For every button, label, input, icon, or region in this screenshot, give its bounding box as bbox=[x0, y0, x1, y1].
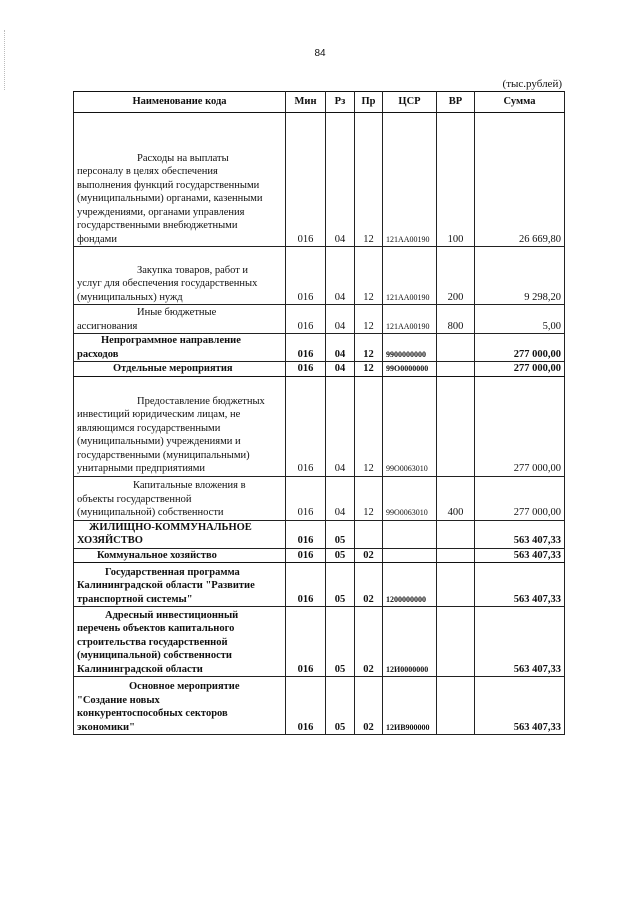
cell-vr: 100 bbox=[437, 113, 475, 247]
cell-vr bbox=[437, 362, 475, 377]
cell-min: 016 bbox=[286, 563, 326, 607]
name-line: выполнения функций государственными bbox=[77, 179, 260, 191]
name-line: транспортной системы" bbox=[77, 593, 193, 605]
header-name: Наименование кода bbox=[74, 92, 286, 113]
name-line: Калининградской области "Развитие bbox=[77, 580, 255, 591]
page-number: 84 bbox=[314, 48, 326, 59]
cell-pr: 12 bbox=[355, 362, 383, 377]
name-line: персоналу в целях обеспечения bbox=[77, 166, 218, 177]
header-sum: Сумма bbox=[475, 92, 565, 113]
name-line: (муниципальных) нужд bbox=[77, 291, 183, 303]
name-line: экономики" bbox=[77, 721, 135, 733]
row-name bbox=[74, 563, 286, 607]
name-line: государственными (муниципальными) bbox=[77, 449, 250, 461]
name-line: (муниципальной) собственности bbox=[77, 650, 232, 661]
cell-vr: 800 bbox=[437, 305, 475, 334]
row-name bbox=[74, 520, 286, 548]
cell-vr bbox=[437, 548, 475, 563]
table-row bbox=[74, 305, 565, 334]
name-line: Основное мероприятие bbox=[129, 681, 240, 692]
cell-rz: 04 bbox=[326, 376, 355, 476]
table-row bbox=[74, 376, 565, 476]
row-name bbox=[74, 362, 286, 377]
cell-pr: 12 bbox=[355, 476, 383, 520]
cell-sum: 563 407,33 bbox=[475, 548, 565, 563]
table-row bbox=[74, 607, 565, 677]
name-line: перечень объектов капитального bbox=[77, 623, 235, 634]
table-row bbox=[74, 362, 565, 377]
cell-rz: 04 bbox=[326, 476, 355, 520]
cell-csr bbox=[383, 520, 437, 548]
name-line: являющимся государственными bbox=[77, 422, 221, 434]
row-name bbox=[74, 376, 286, 476]
table-row bbox=[74, 334, 565, 362]
name-line: ХОЗЯЙСТВО bbox=[77, 535, 143, 546]
cell-csr: 121АА00190 bbox=[383, 113, 437, 247]
name-line: объекты государственной bbox=[77, 493, 192, 505]
cell-rz: 04 bbox=[326, 334, 355, 362]
table-row bbox=[74, 548, 565, 563]
row-name bbox=[74, 607, 286, 677]
cell-pr: 02 bbox=[355, 677, 383, 735]
name-line: "Создание новых bbox=[77, 694, 160, 706]
row-name bbox=[74, 334, 286, 362]
cell-min: 016 bbox=[286, 476, 326, 520]
cell-csr: 99О0000000 bbox=[383, 362, 437, 377]
cell-rz: 04 bbox=[326, 362, 355, 377]
cell-csr: 99О0063010 bbox=[383, 476, 437, 520]
cell-min: 016 bbox=[286, 607, 326, 677]
name-line: учреждениями, органами управления bbox=[77, 206, 245, 218]
header-csr: ЦСР bbox=[383, 92, 437, 113]
cell-min: 016 bbox=[286, 334, 326, 362]
cell-csr: 9900000000 bbox=[383, 334, 437, 362]
cell-sum: 26 669,80 bbox=[475, 113, 565, 247]
cell-min: 016 bbox=[286, 520, 326, 548]
cell-pr: 12 bbox=[355, 247, 383, 305]
cell-sum: 277 000,00 bbox=[475, 334, 565, 362]
table-row bbox=[74, 677, 565, 735]
row-name bbox=[74, 476, 286, 520]
cell-min: 016 bbox=[286, 677, 326, 735]
name-line: Адресный инвестиционный bbox=[105, 609, 239, 621]
cell-rz: 05 bbox=[326, 520, 355, 548]
cell-csr: 121АА00190 bbox=[383, 305, 437, 334]
cell-sum: 277 000,00 bbox=[475, 362, 565, 377]
name-line: расходов bbox=[77, 348, 119, 360]
row-name bbox=[74, 677, 286, 735]
name-line: Предоставление бюджетных bbox=[137, 395, 265, 407]
cell-vr: 200 bbox=[437, 247, 475, 305]
units-label: (тыс.рублей) bbox=[502, 78, 562, 90]
cell-sum: 5,00 bbox=[475, 305, 565, 334]
cell-vr bbox=[437, 607, 475, 677]
name-line: государственными внебюджетными bbox=[77, 220, 238, 231]
cell-pr: 12 bbox=[355, 113, 383, 247]
row-name bbox=[74, 113, 286, 247]
name-line: (муниципальными) учреждениями и bbox=[77, 436, 241, 447]
header-vr: ВР bbox=[437, 92, 475, 113]
cell-csr: 121АА00190 bbox=[383, 247, 437, 305]
cell-rz: 05 bbox=[326, 563, 355, 607]
cell-min: 016 bbox=[286, 548, 326, 563]
row-name bbox=[74, 247, 286, 305]
name-line: ЖИЛИЩНО-КОММУНАЛЬНОЕ bbox=[89, 521, 252, 533]
cell-vr bbox=[437, 520, 475, 548]
cell-vr: 400 bbox=[437, 476, 475, 520]
name-line: Закупка товаров, работ и bbox=[137, 264, 249, 276]
cell-min: 016 bbox=[286, 247, 326, 305]
row-name bbox=[74, 305, 286, 334]
cell-sum: 563 407,33 bbox=[475, 677, 565, 735]
cell-rz: 05 bbox=[326, 677, 355, 735]
cell-rz: 05 bbox=[326, 548, 355, 563]
header-pr: Пр bbox=[355, 92, 383, 113]
cell-min: 016 bbox=[286, 376, 326, 476]
name-line: Непрограммное направление bbox=[101, 335, 241, 346]
cell-rz: 05 bbox=[326, 607, 355, 677]
cell-pr: 12 bbox=[355, 376, 383, 476]
name-line: строительства государственной bbox=[77, 636, 228, 648]
cell-min: 016 bbox=[286, 305, 326, 334]
name-line: Государственная программа bbox=[105, 566, 240, 578]
cell-pr: 02 bbox=[355, 548, 383, 563]
name-line: (муниципальной) собственности bbox=[77, 507, 224, 518]
name-line: услуг для обеспечения государственных bbox=[77, 278, 258, 289]
name-line: фондами bbox=[77, 233, 117, 245]
cell-sum: 563 407,33 bbox=[475, 607, 565, 677]
table-row bbox=[74, 476, 565, 520]
name-line: Коммунальное хозяйство bbox=[97, 549, 217, 561]
header-rz: Рз bbox=[326, 92, 355, 113]
name-line: Расходы на выплаты bbox=[137, 152, 229, 164]
table-row bbox=[74, 520, 565, 548]
name-line: Капитальные вложения в bbox=[133, 480, 246, 491]
table-row bbox=[74, 247, 565, 305]
name-line: Иные бюджетные bbox=[137, 307, 217, 318]
cell-vr bbox=[437, 563, 475, 607]
budget-table bbox=[73, 91, 565, 735]
cell-pr: 12 bbox=[355, 305, 383, 334]
cell-csr: 12И0000000 bbox=[383, 607, 437, 677]
name-line: Отдельные мероприятия bbox=[113, 363, 233, 374]
cell-min: 016 bbox=[286, 113, 326, 247]
cell-vr bbox=[437, 376, 475, 476]
cell-vr bbox=[437, 677, 475, 735]
table-row bbox=[74, 563, 565, 607]
cell-min: 016 bbox=[286, 362, 326, 377]
cell-vr bbox=[437, 334, 475, 362]
header-row bbox=[74, 92, 565, 113]
cell-rz: 04 bbox=[326, 113, 355, 247]
cell-sum: 277 000,00 bbox=[475, 376, 565, 476]
cell-rz: 04 bbox=[326, 247, 355, 305]
cell-sum: 277 000,00 bbox=[475, 476, 565, 520]
name-line: унитарными предприятиями bbox=[77, 463, 206, 474]
name-line: конкурентоспособных секторов bbox=[77, 708, 228, 719]
cell-sum: 563 407,33 bbox=[475, 563, 565, 607]
name-line: (муниципальными) органами, казенными bbox=[77, 193, 263, 204]
name-line: инвестиций юридическим лицам, не bbox=[77, 409, 241, 420]
cell-csr: 1200000000 bbox=[383, 563, 437, 607]
header-min: Мин bbox=[286, 92, 326, 113]
name-line: Калининградской области bbox=[77, 663, 203, 675]
margin-marks bbox=[4, 30, 7, 90]
cell-sum: 9 298,20 bbox=[475, 247, 565, 305]
cell-pr: 12 bbox=[355, 334, 383, 362]
table-row bbox=[74, 113, 565, 247]
cell-csr: 99О0063010 bbox=[383, 376, 437, 476]
row-name bbox=[74, 548, 286, 563]
name-line: ассигнования bbox=[77, 320, 138, 332]
cell-pr: 02 bbox=[355, 607, 383, 677]
cell-csr: 12ИВ900000 bbox=[383, 677, 437, 735]
cell-rz: 04 bbox=[326, 305, 355, 334]
cell-csr bbox=[383, 548, 437, 563]
cell-pr bbox=[355, 520, 383, 548]
cell-pr: 02 bbox=[355, 563, 383, 607]
cell-sum: 563 407,33 bbox=[475, 520, 565, 548]
